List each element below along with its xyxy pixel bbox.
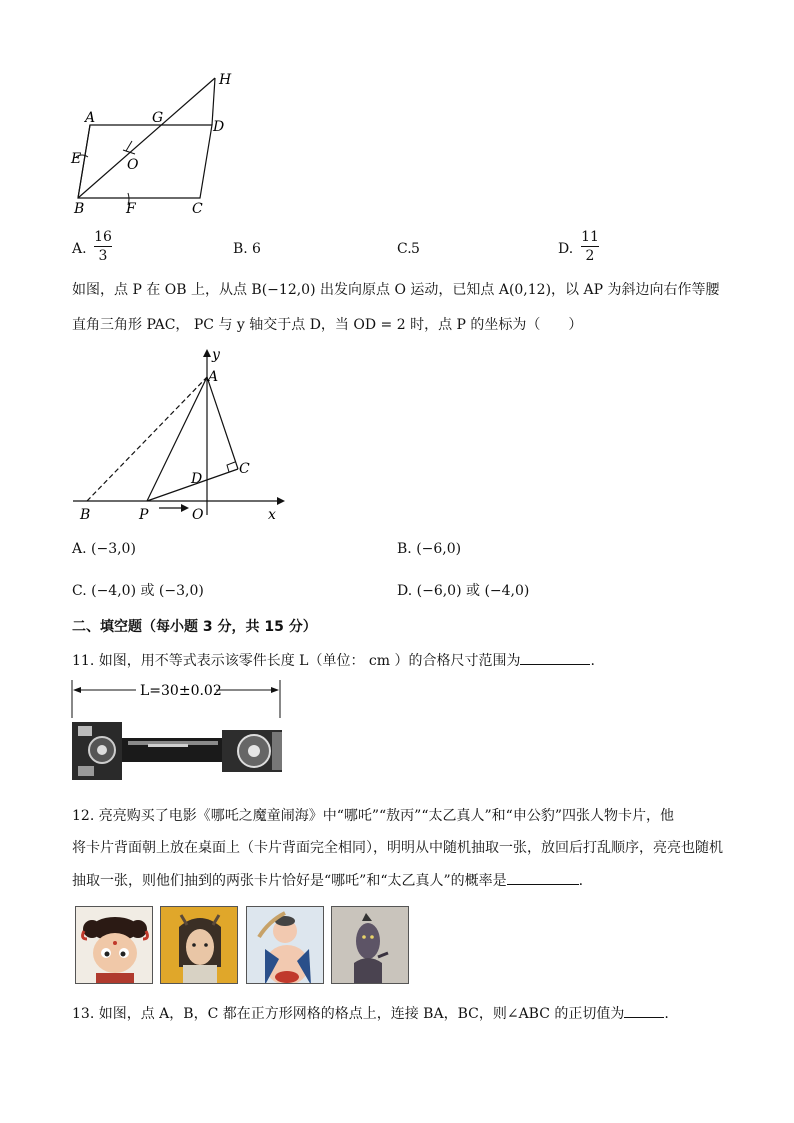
arc-mark-o — [123, 141, 135, 154]
label-o: O — [127, 157, 139, 173]
line-bh — [78, 78, 215, 198]
q10-stem-line1: 如图，点 P 在 OB 上，从点 B(−12,0) 出发向原点 O 运动，已知点 A(0,12)，以 AP 为斜边向右作等腰 — [72, 282, 720, 298]
q9-option-a-fraction — [94, 229, 112, 264]
q11-stem — [72, 650, 595, 671]
label-d: D — [213, 119, 225, 135]
label-d: D — [191, 471, 203, 487]
q10-option-b: B. (−6,0) — [397, 541, 462, 557]
q9-option-d-denominator: 2 — [585, 248, 595, 264]
q12-end: . — [578, 873, 584, 889]
label-b: B — [74, 201, 85, 217]
q9-option-a-denominator: 3 — [98, 248, 108, 264]
card-nezha — [75, 906, 153, 984]
label-c: C — [192, 201, 203, 217]
q9-option-b-value: 6 — [252, 241, 261, 257]
taiyi-illustration — [247, 907, 324, 984]
drive-shaft-image — [72, 722, 282, 780]
label-a: A — [85, 110, 96, 126]
q12-stem-line3 — [72, 870, 583, 891]
q9-option-a-numerator: 16 — [94, 229, 112, 245]
q11-text: 11. 如图，用不等式表示该零件长度 L（单位： cm ）的合格尺寸范围为 — [72, 653, 521, 669]
q9-option-d-numerator: 11 — [581, 229, 599, 245]
q9-option-c-value: 5 — [411, 241, 420, 257]
q9-option-d-letter: D. — [558, 241, 574, 257]
q13-stem — [72, 1003, 669, 1024]
nezha-illustration — [76, 907, 153, 984]
q9-parallelogram-figure — [60, 65, 250, 225]
q11-end: . — [590, 653, 595, 669]
card-shengongbao — [331, 906, 409, 984]
dimension-label: L=30±0.02 — [140, 683, 222, 699]
label-f: F — [126, 201, 136, 217]
label-x: x — [268, 507, 276, 523]
q11-part-figure — [68, 678, 288, 783]
label-p: P — [139, 507, 149, 523]
q12-stem-line2: 将卡片背面朝上放在桌面上（卡片背面完全相同），明明从中随机抽取一张，放回后打乱顺序，亮亮也随机 — [72, 840, 723, 856]
q9-option-c-letter: C. — [397, 241, 412, 257]
q12-text: 抽取一张，则他们抽到的两张卡片恰好是“哪吒”和“太乙真人”的概率是 — [72, 873, 507, 889]
q12-answer-blank — [507, 870, 579, 885]
aobing-illustration — [161, 907, 238, 984]
card-aobing — [160, 906, 238, 984]
y-axis-arrow — [203, 349, 211, 357]
card-taiyi — [246, 906, 324, 984]
q10-coordinate-figure — [65, 345, 290, 525]
line-dh — [212, 78, 215, 125]
shengongbao-illustration — [332, 907, 409, 984]
label-a: A — [208, 369, 219, 385]
q10-option-a: A. (−3,0) — [72, 541, 136, 557]
q10-option-c: C. (−4,0) 或 (−3,0) — [72, 583, 204, 599]
q11-answer-blank — [520, 650, 590, 665]
label-g: G — [152, 110, 164, 126]
label-o: O — [192, 507, 204, 523]
q10-stem-line2: 直角三角形 PAC， PC 与 y 轴交于点 D，当 OD = 2 时，点 P 的坐标为（ ） — [72, 317, 583, 333]
q13-answer-blank — [624, 1003, 664, 1018]
q9-option-d-fraction — [581, 229, 599, 264]
x-axis-arrow — [277, 497, 285, 505]
q10-option-d: D. (−6,0) 或 (−4,0) — [397, 583, 530, 599]
label-e: E — [71, 151, 82, 167]
dashed-line-ba — [87, 377, 207, 501]
label-h: H — [219, 72, 232, 88]
q9-option-b-letter: B. — [233, 241, 248, 257]
label-c: C — [239, 461, 250, 477]
q13-text: 13. 如图，点 A，B，C 都在正方形网格的格点上，连接 BA，BC，则∠ABC 的正切值为 — [72, 1006, 625, 1022]
q12-stem-line1: 12. 亮亮购买了电影《哪吒之魔童闹海》中“哪吒”“敖丙”“太乙真人”和“申公豹”四张人物卡片，他 — [72, 808, 674, 824]
label-y: y — [212, 347, 220, 363]
label-b: B — [80, 507, 91, 523]
q13-end: . — [664, 1006, 669, 1022]
section-title-fill-blank: 二、填空题（每小题 3 分，共 15 分） — [72, 619, 317, 635]
q9-option-a-letter: A. — [72, 241, 87, 257]
parallelogram-abcd — [78, 125, 212, 198]
